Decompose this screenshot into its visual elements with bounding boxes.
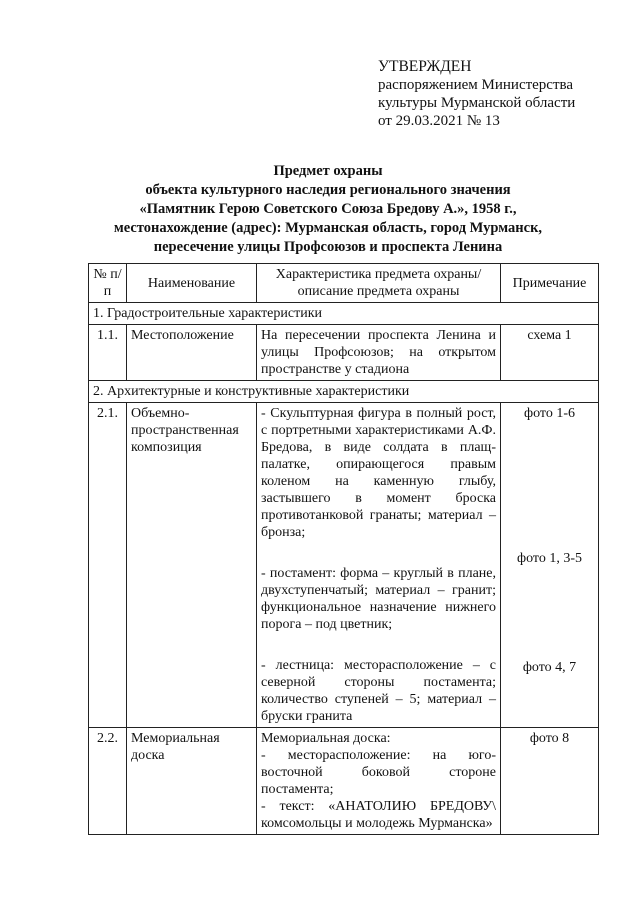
protection-table bbox=[88, 263, 599, 835]
row-description bbox=[257, 728, 501, 835]
approval-line-3: от 29.03.2021 № 13 bbox=[378, 113, 500, 129]
row-name: Объемно-пространственная композиция bbox=[127, 403, 257, 728]
row-name: Мемориальная доска bbox=[127, 728, 257, 835]
note-stairs: фото 4, 7 bbox=[522, 660, 577, 675]
row-note bbox=[501, 403, 599, 728]
row-name: Местоположение bbox=[127, 325, 257, 381]
table-row bbox=[89, 728, 599, 835]
title-line-3: «Памятник Герою Советского Союза Бредову А.», 1958 г., bbox=[139, 201, 517, 217]
title-line-1: Предмет охраны bbox=[273, 163, 383, 179]
note-sculpture: фото 1-6 bbox=[524, 406, 575, 421]
section-title-1: 1. Градостроительные характеристики bbox=[89, 303, 599, 325]
description-sculpture: - Скульптурная фигура в полный рост, с портретными характеристиками А.Ф. Бредова, в виде солдата в плащ-палатке, опирающегося правым коленом на каменную глыбу, застывшего в момент броска противотанковой гранаты; материал – бронза; bbox=[261, 406, 496, 540]
title-line-5: пересечение улицы Профсоюзов и проспекта Ленина bbox=[153, 239, 503, 255]
table-row bbox=[89, 325, 599, 381]
note-pedestal: фото 1, 3-5 bbox=[517, 551, 582, 566]
plaque-title: Мемориальная доска: bbox=[261, 731, 391, 746]
document-title bbox=[60, 162, 596, 257]
title-line-4: местонахождение (адрес): Мурманская область, город Мурманск, bbox=[113, 220, 543, 236]
description-pedestal: - постамент: форма – круглый в плане, двухступенчатый; материал – гранит; функциональное назначение нижнего порога – под цветник; bbox=[261, 566, 496, 632]
approval-line-1: распоряжением Министерства bbox=[378, 77, 574, 93]
table-header-row bbox=[89, 264, 599, 303]
plaque-text: - текст: «АНАТОЛИЮ БРЕДОВУ\ комсомольцы и молодежь Мурманска» bbox=[261, 799, 496, 831]
header-note: Примечание bbox=[501, 264, 599, 303]
row-description: На пересечении проспекта Ленина и улицы Профсоюзов; на открытом пространстве у стадиона bbox=[257, 325, 501, 381]
header-description: Характеристика предмета охраны/ описание предмета охраны bbox=[257, 264, 501, 303]
title-line-2: объекта культурного наследия регионального значения bbox=[145, 182, 511, 198]
description-stairs: - лестница: месторасположение – с северной стороны постамента; количество ступеней – 5; материал – бруски гранита bbox=[261, 658, 496, 724]
section-row-urban bbox=[89, 303, 599, 325]
section-row-architecture bbox=[89, 381, 599, 403]
row-description bbox=[257, 403, 501, 728]
approval-line-2: культуры Мурманской области bbox=[378, 95, 576, 111]
table-row bbox=[89, 403, 599, 728]
header-num: № п/п bbox=[89, 264, 127, 303]
row-num: 2.2. bbox=[89, 728, 127, 835]
section-title-2: 2. Архитектурные и конструктивные характеристики bbox=[89, 381, 599, 403]
approval-heading: УТВЕРЖДЕН bbox=[378, 58, 472, 75]
row-note: схема 1 bbox=[501, 325, 599, 381]
row-note: фото 8 bbox=[501, 728, 599, 835]
row-num: 1.1. bbox=[89, 325, 127, 381]
row-num: 2.1. bbox=[89, 403, 127, 728]
header-name: Наименование bbox=[127, 264, 257, 303]
approval-stamp bbox=[378, 58, 575, 130]
plaque-location: - месторасположение: на юго-восточной боковой стороне постамента; bbox=[261, 748, 496, 797]
